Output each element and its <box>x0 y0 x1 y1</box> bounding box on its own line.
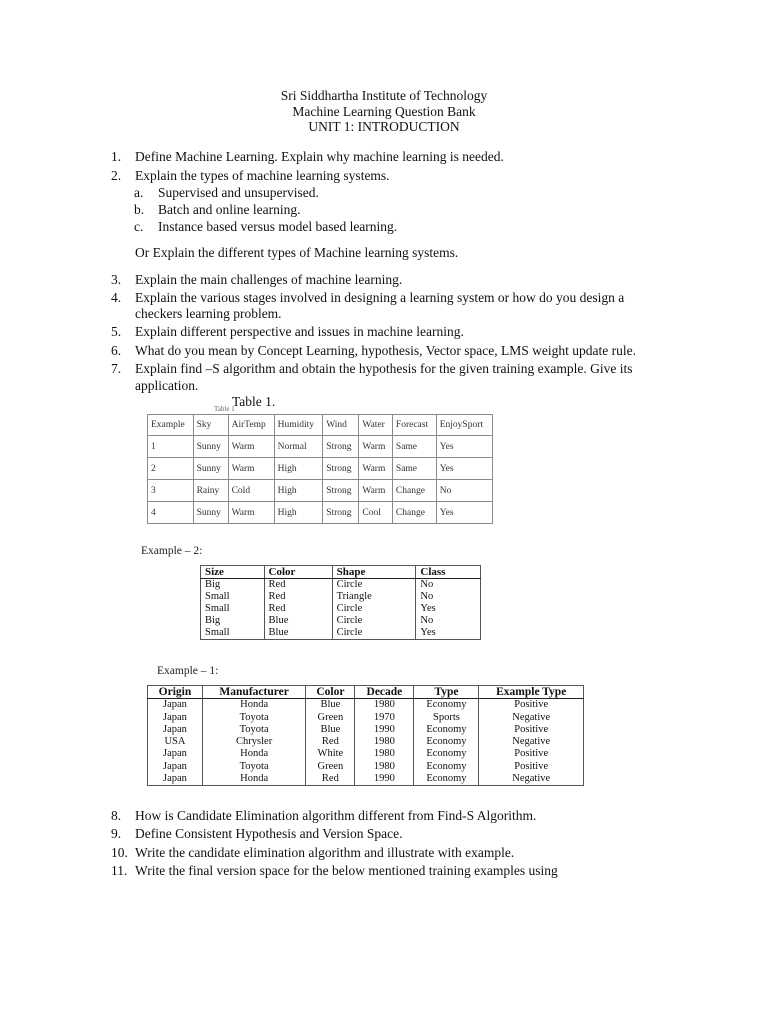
table-cell: Toyota <box>202 712 306 724</box>
table-cell: Red <box>264 591 332 603</box>
table-cell: Positive <box>479 761 584 773</box>
table-cell: Chrysler <box>202 736 306 748</box>
table-cell: 1990 <box>355 773 414 786</box>
table-cell: Change <box>392 480 436 502</box>
table1-caption: Table 1. <box>232 394 276 409</box>
table-cell: Circle <box>332 627 416 640</box>
table-cell: Toyota <box>202 761 306 773</box>
table-cell: Yes <box>416 603 481 615</box>
table-cell: USA <box>148 736 203 748</box>
table-header-cell: Type <box>414 686 479 699</box>
table-row <box>148 458 493 480</box>
table-row <box>148 712 584 724</box>
table-cell: Small <box>201 591 265 603</box>
table-header-cell: Class <box>416 566 481 579</box>
sub-text: Instance based versus model based learning. <box>158 219 398 234</box>
question-item <box>111 808 536 824</box>
table-row <box>148 436 493 458</box>
table-cell: 1980 <box>355 761 414 773</box>
question-item <box>111 168 390 184</box>
table-cell: Normal <box>274 436 323 458</box>
table-cell: Japan <box>148 773 203 786</box>
sub-text: Batch and online learning. <box>158 202 301 217</box>
table-cell: Warm <box>359 458 393 480</box>
sub-item <box>134 202 300 218</box>
question-number: 8. <box>111 808 122 823</box>
table-row <box>201 591 481 603</box>
question-text: Define Machine Learning. Explain why machine learning is needed. <box>135 149 504 164</box>
question-text: What do you mean by Concept Learning, hypothesis, Vector space, LMS weight update rule. <box>135 343 637 358</box>
table-cell: Circle <box>332 579 416 592</box>
table-header-cell: AirTemp <box>228 415 274 436</box>
document-header <box>0 88 768 135</box>
table-cell: No <box>416 615 481 627</box>
institute-name: Sri Siddhartha Institute of Technology <box>280 88 488 103</box>
table-cell: Economy <box>414 736 479 748</box>
table-cell: Toyota <box>202 724 306 736</box>
example-1-label: Example – 1: <box>157 665 219 677</box>
question-continuation: application. <box>135 378 199 393</box>
table-cell: Japan <box>148 712 203 724</box>
table-cell: Yes <box>436 436 492 458</box>
table-cell: Warm <box>228 436 274 458</box>
table-cell: Honda <box>202 699 306 712</box>
table-cell: Positive <box>479 699 584 712</box>
table-cell: Rainy <box>193 480 228 502</box>
table-cell: Honda <box>202 773 306 786</box>
table-cell: Strong <box>323 502 359 524</box>
table-cell: Yes <box>416 627 481 640</box>
table-cell: Honda <box>202 748 306 760</box>
table-cell: White <box>306 748 355 760</box>
table-cell: Blue <box>306 699 355 712</box>
table-header-cell: EnjoySport <box>436 415 492 436</box>
question-number: 2. <box>111 168 122 183</box>
question-number: 5. <box>111 324 122 339</box>
table-cell: 1 <box>148 436 194 458</box>
table-cell: 3 <box>148 480 194 502</box>
sub-item <box>134 185 319 201</box>
table-cell: Same <box>392 458 436 480</box>
question-text: Explain the various stages involved in designing a learning system or how do you design a <box>135 290 625 305</box>
table-cell: Red <box>306 773 355 786</box>
table-cell: Sunny <box>193 458 228 480</box>
table-header-cell: Example <box>148 415 194 436</box>
table-cell: Positive <box>479 724 584 736</box>
table-cell: 2 <box>148 458 194 480</box>
table-cell: Small <box>201 603 265 615</box>
table-cell: Blue <box>264 615 332 627</box>
question-item <box>111 826 402 842</box>
table-cell: Negative <box>479 712 584 724</box>
table-header-cell: Example Type <box>479 686 584 699</box>
table-row <box>201 627 481 640</box>
table-cell: Sunny <box>193 502 228 524</box>
unit-title: UNIT 1: INTRODUCTION <box>308 119 460 134</box>
table-row <box>148 699 584 712</box>
question-text: Explain find –S algorithm and obtain the hypothesis for the given training example. Give its <box>135 361 633 376</box>
question-item <box>111 863 558 879</box>
table-cell: Economy <box>414 724 479 736</box>
table-cell: Japan <box>148 748 203 760</box>
sub-letter: b. <box>134 202 145 217</box>
question-number: 11. <box>111 863 128 878</box>
alternate-question: Or Explain the different types of Machine learning systems. <box>135 245 459 260</box>
table-cell: Red <box>306 736 355 748</box>
table-header-row <box>148 415 493 436</box>
table-cell: Change <box>392 502 436 524</box>
table-cell: Sports <box>414 712 479 724</box>
table-cell: No <box>436 480 492 502</box>
table-cell: No <box>416 579 481 592</box>
table-cell: Red <box>264 603 332 615</box>
sub-text: Supervised and unsupervised. <box>158 185 319 200</box>
table-row <box>148 724 584 736</box>
example-2-label: Example – 2: <box>141 545 203 557</box>
table-cell: Triangle <box>332 591 416 603</box>
table-header-cell: Color <box>306 686 355 699</box>
question-number: 9. <box>111 826 122 841</box>
table-cell: No <box>416 591 481 603</box>
table-cell: 1980 <box>355 748 414 760</box>
table-header-row <box>148 686 584 699</box>
question-text: Write the candidate elimination algorithm and illustrate with example. <box>135 845 515 860</box>
table-header-cell: Size <box>201 566 265 579</box>
training-table-example-1 <box>147 685 584 786</box>
table-header-cell: Sky <box>193 415 228 436</box>
table-cell: Circle <box>332 615 416 627</box>
table-cell: Japan <box>148 724 203 736</box>
question-number: 1. <box>111 149 122 164</box>
table-cell: Blue <box>264 627 332 640</box>
table-cell: Red <box>264 579 332 592</box>
table-cell: Warm <box>228 458 274 480</box>
table-header-cell: Shape <box>332 566 416 579</box>
table-cell: Yes <box>436 502 492 524</box>
question-number: 7. <box>111 361 122 376</box>
table-row <box>201 615 481 627</box>
question-text: Explain the main challenges of machine learning. <box>135 272 403 287</box>
table-header-cell: Origin <box>148 686 203 699</box>
question-item <box>111 290 624 306</box>
table-row <box>148 748 584 760</box>
table-cell: Warm <box>359 436 393 458</box>
question-number: 4. <box>111 290 122 305</box>
question-item <box>111 149 504 165</box>
question-item <box>111 343 636 359</box>
question-text: Write the final version space for the below mentioned training examples using <box>135 863 558 878</box>
table-row <box>148 480 493 502</box>
question-item <box>111 361 633 377</box>
question-number: 10. <box>111 845 128 860</box>
table-cell: High <box>274 480 323 502</box>
table-cell: Blue <box>306 724 355 736</box>
table-header-cell: Color <box>264 566 332 579</box>
table-header-cell: Forecast <box>392 415 436 436</box>
question-item <box>111 324 464 340</box>
question-continuation: checkers learning problem. <box>135 306 282 321</box>
table-row <box>201 579 481 592</box>
table-header-cell: Water <box>359 415 393 436</box>
question-item <box>111 845 514 861</box>
table-cell: Economy <box>414 773 479 786</box>
table1-faint-caption: Table 1 <box>214 405 235 413</box>
table-cell: Negative <box>479 773 584 786</box>
table-row <box>148 736 584 748</box>
table-cell: Strong <box>323 458 359 480</box>
table-cell: Strong <box>323 480 359 502</box>
table-cell: 1980 <box>355 699 414 712</box>
table-cell: Cool <box>359 502 393 524</box>
table-row <box>148 773 584 786</box>
table-cell: Economy <box>414 761 479 773</box>
table-cell: Economy <box>414 699 479 712</box>
table-cell: Positive <box>479 748 584 760</box>
table-cell: Green <box>306 761 355 773</box>
table-cell: 1980 <box>355 736 414 748</box>
training-table-1 <box>147 414 493 524</box>
training-table-example-2 <box>200 565 481 640</box>
table-header-cell: Humidity <box>274 415 323 436</box>
table-cell: 4 <box>148 502 194 524</box>
table-cell: Same <box>392 436 436 458</box>
table-header-row <box>201 566 481 579</box>
table-cell: Cold <box>228 480 274 502</box>
table-cell: Circle <box>332 603 416 615</box>
table-row <box>148 761 584 773</box>
sub-letter: c. <box>134 219 144 234</box>
sub-letter: a. <box>134 185 144 200</box>
table-cell: High <box>274 502 323 524</box>
table-header-cell: Manufacturer <box>202 686 306 699</box>
question-number: 6. <box>111 343 122 358</box>
table-cell: Strong <box>323 436 359 458</box>
table-cell: Small <box>201 627 265 640</box>
table-cell: Warm <box>228 502 274 524</box>
table-row <box>201 603 481 615</box>
table-cell: 1990 <box>355 724 414 736</box>
question-item <box>111 272 402 288</box>
question-text: Explain the types of machine learning systems. <box>135 168 390 183</box>
question-text: How is Candidate Elimination algorithm different from Find-S Algorithm. <box>135 808 537 823</box>
table-cell: Sunny <box>193 436 228 458</box>
table-cell: Warm <box>359 480 393 502</box>
table-cell: Negative <box>479 736 584 748</box>
table-cell: Yes <box>436 458 492 480</box>
table-header-cell: Wind <box>323 415 359 436</box>
question-text: Explain different perspective and issues in machine learning. <box>135 324 464 339</box>
sub-item <box>134 219 397 235</box>
table-cell: Green <box>306 712 355 724</box>
table-cell: Japan <box>148 699 203 712</box>
table-cell: Japan <box>148 761 203 773</box>
table-row <box>148 502 493 524</box>
table-cell: 1970 <box>355 712 414 724</box>
question-number: 3. <box>111 272 122 287</box>
table-header-cell: Decade <box>355 686 414 699</box>
table-cell: High <box>274 458 323 480</box>
question-text: Define Consistent Hypothesis and Version Space. <box>135 826 403 841</box>
document-title: Machine Learning Question Bank <box>292 103 476 119</box>
table-cell: Big <box>201 615 265 627</box>
table-cell: Economy <box>414 748 479 760</box>
table-cell: Big <box>201 579 265 592</box>
